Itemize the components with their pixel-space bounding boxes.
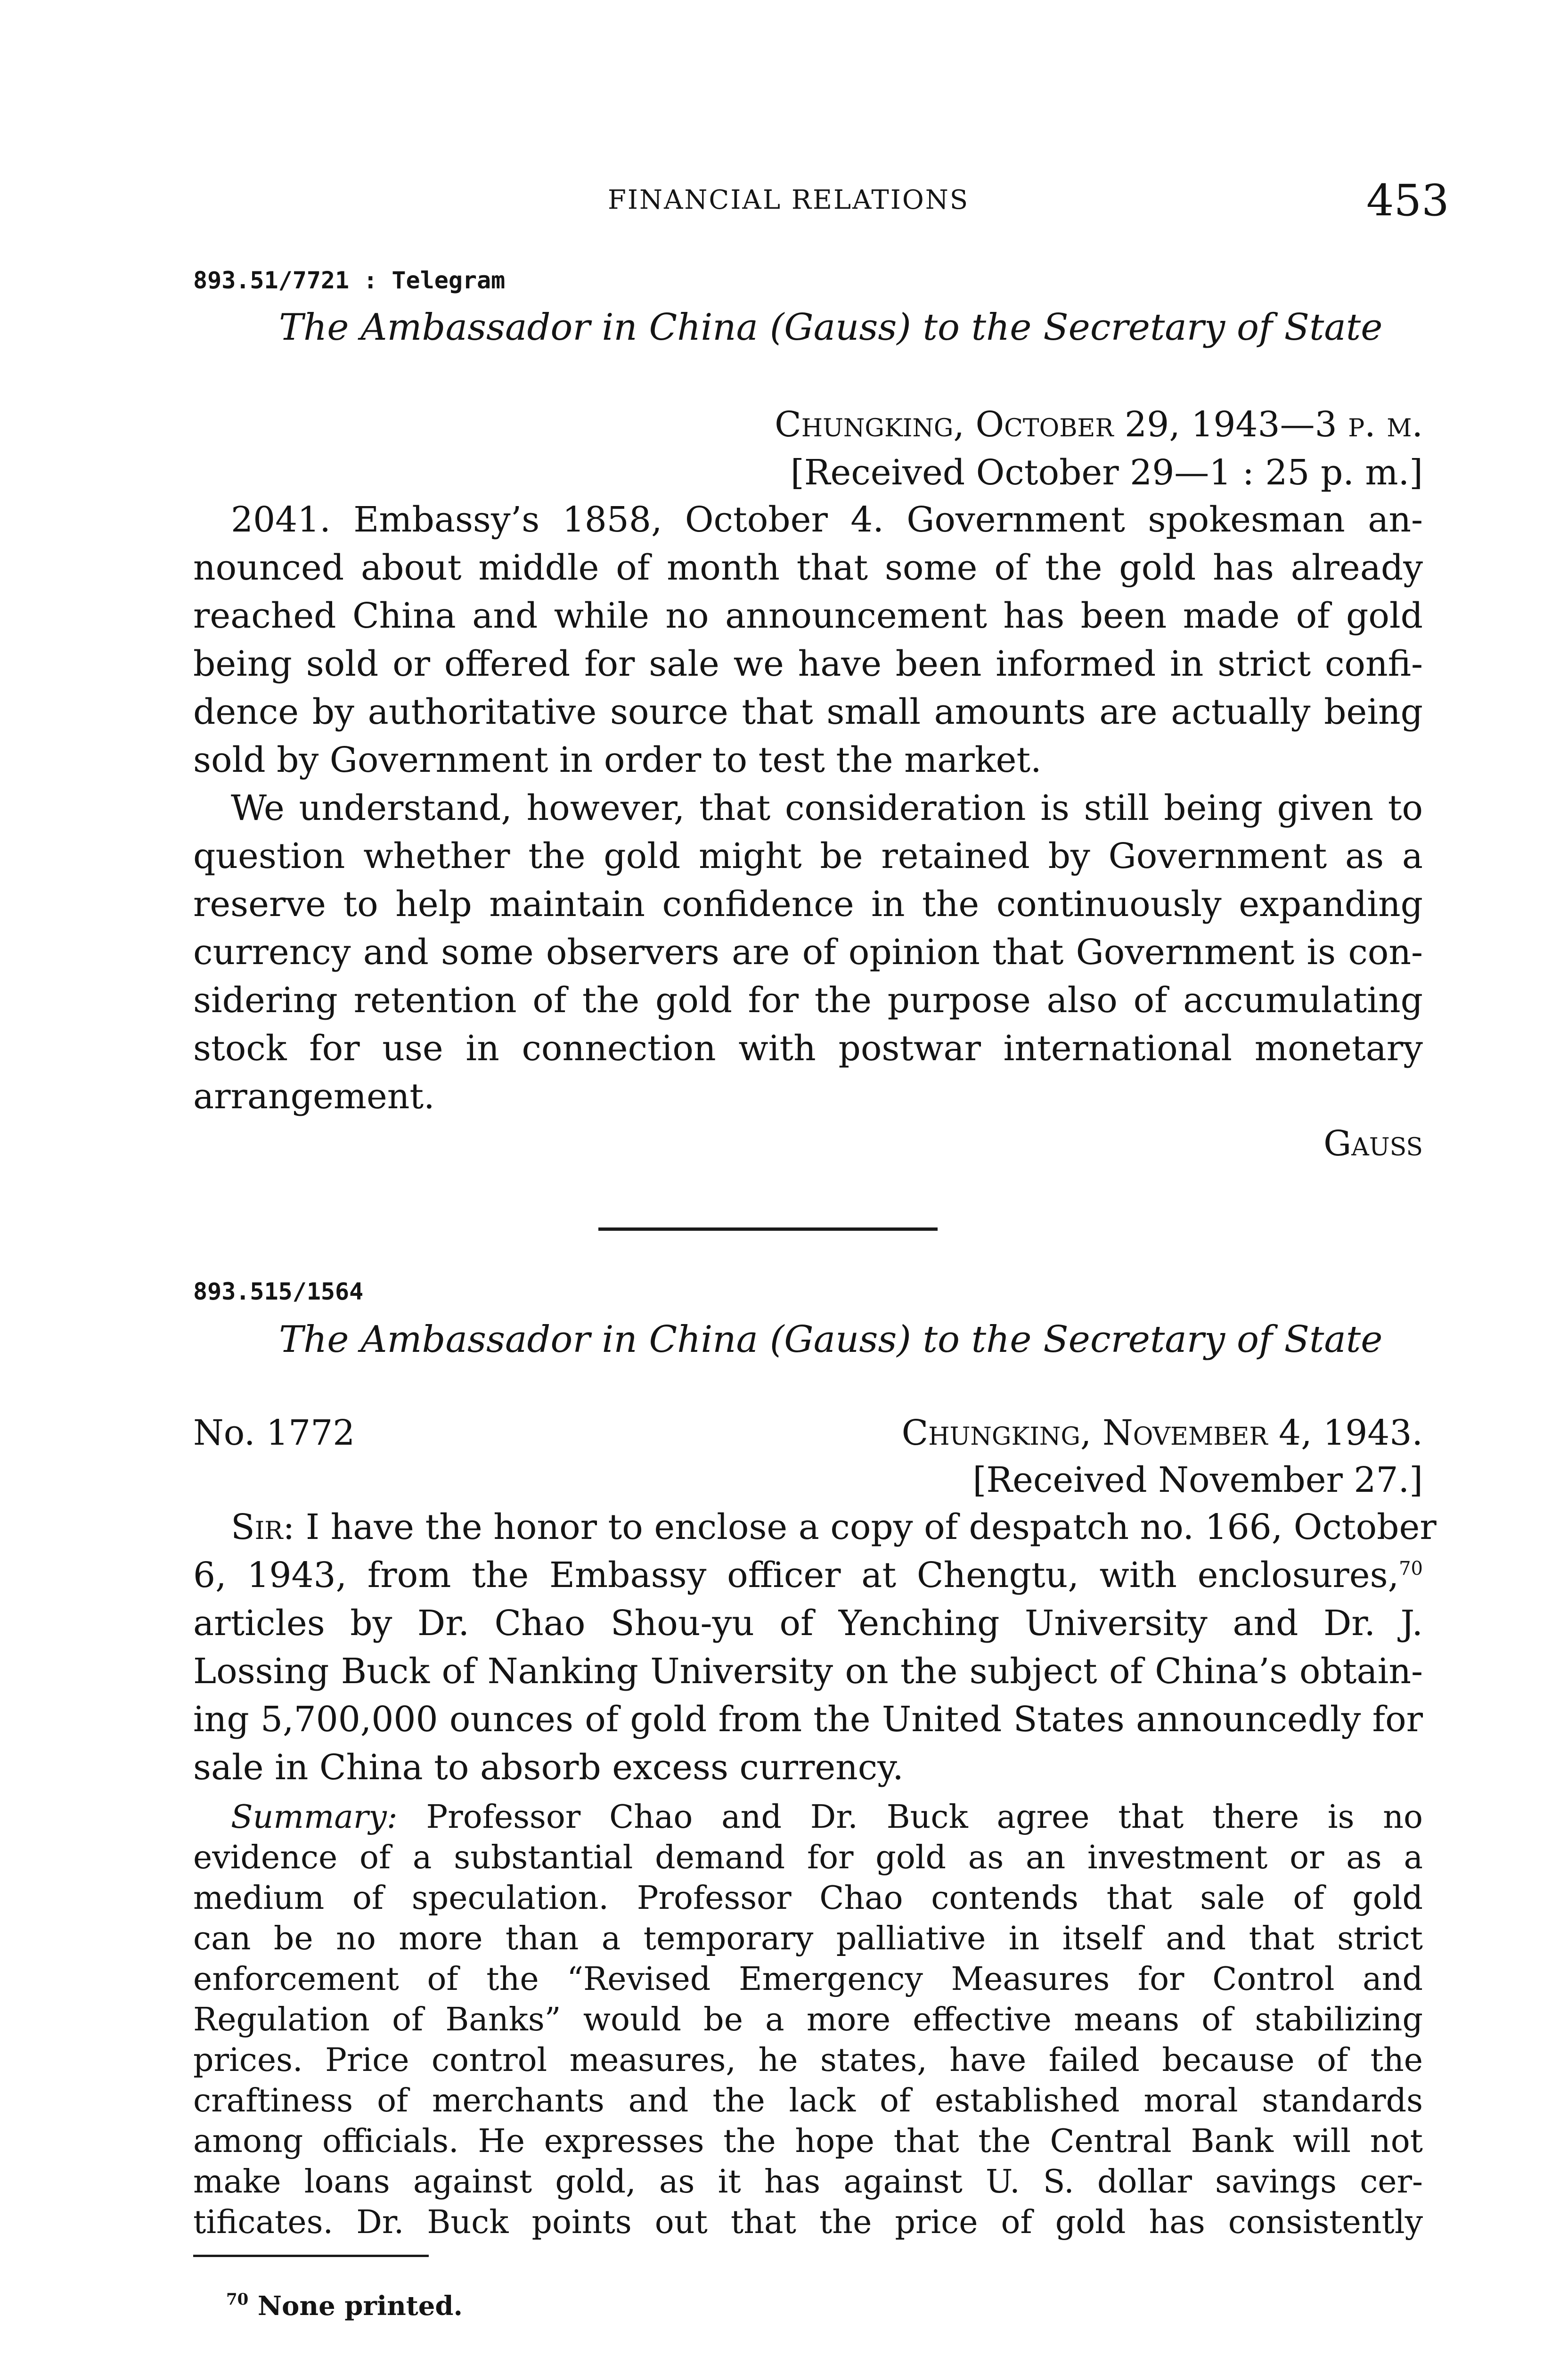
- footnote: [226, 2290, 463, 2322]
- doc1-paragraph-2: [193, 788, 1423, 1124]
- text-line: [193, 1555, 1423, 1603]
- text-line: evidence of a substantial demand for gold as an investment or as a: [193, 1839, 1423, 1876]
- doc1-dateline: Chungking, October 29, 1943—3 p. m.: [775, 404, 1423, 445]
- doc1-signature: Gauss: [1323, 1123, 1423, 1164]
- running-head: FINANCIAL RELATIONS: [608, 185, 970, 215]
- text-line: stock for use in connection with postwar international monetary: [193, 1028, 1423, 1069]
- doc1-paragraph-1: [193, 499, 1423, 788]
- text-line: [193, 1797, 1423, 1838]
- text-line: dence by authoritative source that small amounts are actually being: [193, 692, 1423, 732]
- text-line: 2041. Embassy’s 1858, October 4. Government spokesman an-: [231, 499, 1423, 540]
- footnote-text: None printed.: [248, 2291, 463, 2322]
- text-line: currency and some observers are of opinion that Government is con-: [193, 932, 1423, 973]
- doc2-dateline: Chungking, November 4, 1943.: [901, 1413, 1423, 1453]
- text-line: ing 5,700,000 ounces of gold from the United States announcedly for: [193, 1699, 1423, 1740]
- doc2-summary: [193, 1797, 1423, 2243]
- doc2-number: No. 1772: [193, 1413, 355, 1453]
- text-segment: Professor Chao and Dr. Buck agree that there is no: [397, 1799, 1423, 1836]
- text-line: reached China and while no announcement has been made of gold: [193, 596, 1423, 636]
- text-line: nounced about middle of month that some of the gold has already: [193, 548, 1423, 588]
- text-line: enforcement of the “Revised Emergency Measures for Control and: [193, 1961, 1423, 1998]
- doc1-title: The Ambassador in China (Gauss) to the Secretary of State: [279, 306, 1383, 349]
- text-line: [193, 1507, 1437, 1555]
- text-line: prices. Price control measures, he states, have failed because of the: [193, 2042, 1423, 2079]
- text-segment: 6, 1943, from the Embassy officer at Chengtu, with enclosures,: [193, 1555, 1399, 1595]
- text-line: reserve to help maintain confidence in the continuously expanding: [193, 884, 1423, 924]
- footnote-rule: [193, 2255, 429, 2257]
- page-number: 453: [1366, 175, 1449, 226]
- doc1-file-reference: 893.51/7721 : Telegram: [193, 267, 506, 294]
- text-line: craftiness of merchants and the lack of established moral standards: [193, 2082, 1423, 2119]
- footnote-number: 70: [226, 2290, 249, 2309]
- text-line: We understand, however, that consideration is still being given to: [231, 788, 1423, 828]
- text-line: being sold or offered for sale we have been informed in strict confi-: [193, 644, 1423, 684]
- summary-label: Summary:: [231, 1799, 398, 1836]
- doc2-title: The Ambassador in China (Gauss) to the Secretary of State: [279, 1318, 1383, 1361]
- text-line: make loans against gold, as it has against U. S. dollar savings cer-: [193, 2163, 1423, 2201]
- text-line: can be no more than a temporary palliative in itself and that strict: [193, 1920, 1423, 1957]
- text-line: Lossing Buck of Nanking University on the subject of China’s obtain-: [193, 1651, 1423, 1692]
- doc2-received: [Received November 27.]: [972, 1460, 1423, 1500]
- footnote-reference: 70: [1399, 1558, 1423, 1579]
- text-line: among officials. He expresses the hope that the Central Bank will not: [193, 2123, 1423, 2160]
- text-line: medium of speculation. Professor Chao contends that sale of gold: [193, 1880, 1423, 1917]
- doc1-received: [Received October 29—1 : 25 p. m.]: [790, 452, 1423, 493]
- salutation: Sir: [231, 1507, 283, 1547]
- text-line: question whether the gold might be retained by Government as a: [193, 836, 1423, 876]
- text-line: Regulation of Banks” would be a more effective means of stabilizing: [193, 2001, 1423, 2038]
- section-divider: [598, 1227, 938, 1231]
- text-line: arrangement.: [193, 1076, 435, 1117]
- doc2-file-reference: 893.515/1564: [193, 1278, 364, 1305]
- text-line: articles by Dr. Chao Shou-yu of Yenching University and Dr. J.: [193, 1603, 1423, 1644]
- text-line: sold by Government in order to test the market.: [193, 740, 1042, 780]
- text-segment: : I have the honor to enclose a copy of despatch no. 166, October: [283, 1507, 1437, 1547]
- text-line: sale in China to absorb excess currency.: [193, 1747, 904, 1788]
- doc2-letter-body: [193, 1507, 1437, 1795]
- text-line: tificates. Dr. Buck points out that the price of gold has consistently: [193, 2204, 1423, 2241]
- text-line: sidering retention of the gold for the purpose also of accumulating: [193, 980, 1423, 1021]
